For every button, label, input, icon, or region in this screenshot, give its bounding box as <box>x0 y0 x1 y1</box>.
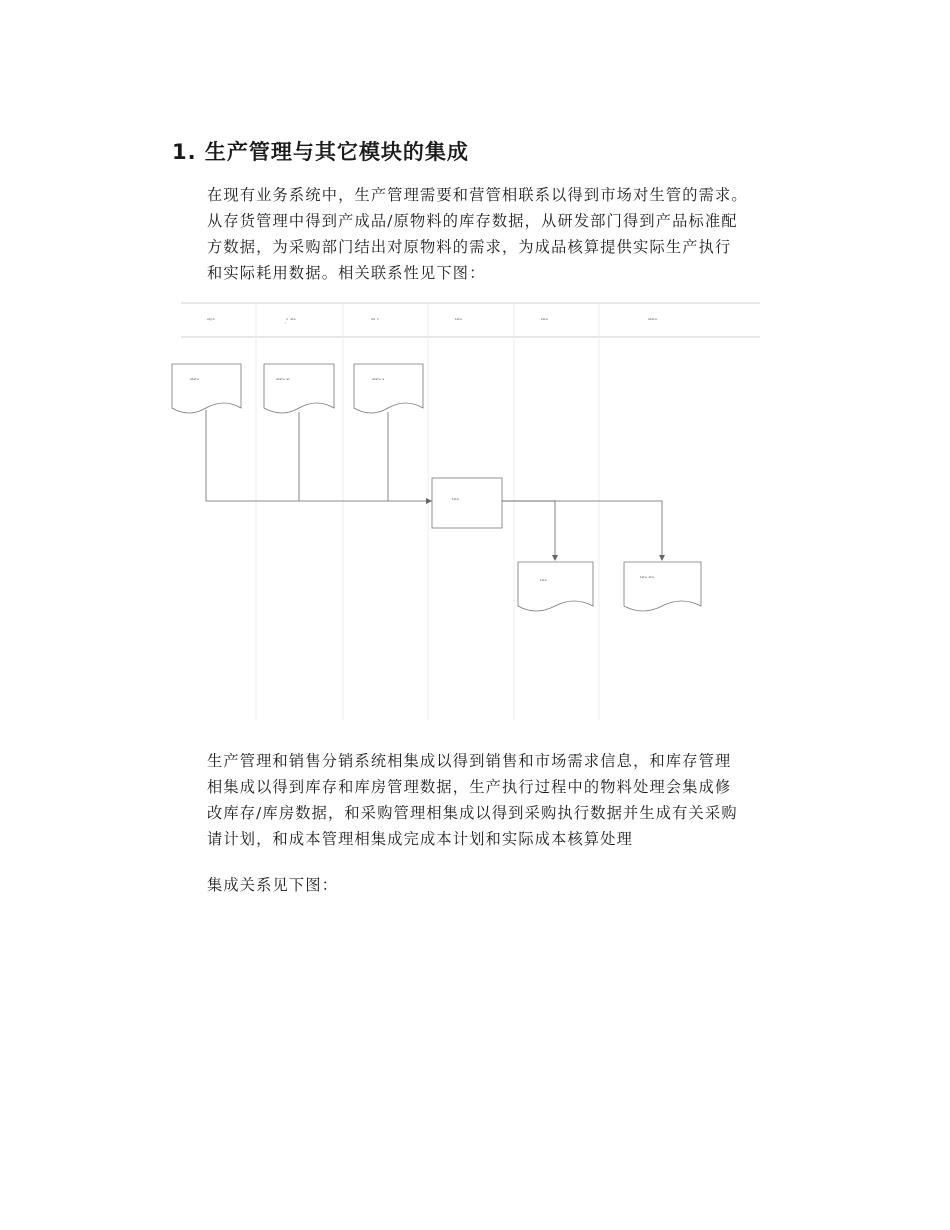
arrow-head <box>552 555 558 561</box>
lane-header: ᵃᵗᵃᵗᵃ <box>648 318 657 324</box>
paragraph-line: 在现有业务系统中，生产管理需要和营管相联系以得到市场对生管的需求。 <box>207 186 748 204</box>
node-label: ᵃᵗᵃᵗᵃ ᵃᵗ <box>276 378 290 384</box>
paragraph-line: 方数据，为采购部门结出对原物料的需求，为成品核算提供实际生产执行 <box>207 238 732 256</box>
paragraph-line: 集成关系见下图： <box>207 876 339 894</box>
document-node <box>518 562 593 611</box>
document-node <box>172 364 241 413</box>
lane-header: ˏᵏ ᵃᵗᵃ <box>284 318 296 324</box>
node-label: ᵗᵃᵗᵃ ᵃᵗᵃ <box>640 576 654 582</box>
paragraph-line: 和实际耗用数据。相关联系性见下图： <box>207 264 486 282</box>
integration-paragraph <box>207 748 847 852</box>
node-label: ᵃᵗᵃᵗᵃ <box>190 378 199 384</box>
paragraph-line: 相集成以得到库存和库房管理数据，生产执行过程中的物料处理会集成修 <box>207 778 732 796</box>
node-label: ᵗᵃᵗᵃ <box>452 498 459 504</box>
lane-header: ᵗᵃᵗᵃ <box>455 318 462 324</box>
node-label: ᵗᵃᵗᵃ <box>540 579 547 585</box>
document-node <box>624 562 701 611</box>
node-label: ᵃᵗᵃᵗᵃ ᵃ <box>372 378 385 384</box>
lane-header: ˡᵃᵗ ʰ <box>371 318 379 324</box>
figure-intro <box>207 872 847 898</box>
paragraph-line: 生产管理和销售分销系统相集成以得到销售和市场需求信息，和库存管理 <box>207 752 732 770</box>
lane-header: ᵉᵗᵖʰ <box>207 318 215 324</box>
document-node <box>264 364 334 413</box>
process-node <box>432 478 502 528</box>
document-node <box>354 364 423 413</box>
arrow-head <box>659 555 665 561</box>
lane-header: ᵗᵃᵗᵃ <box>541 318 548 324</box>
arrow-head <box>426 498 432 504</box>
section-heading: 1. 生产管理与其它模块的集成 <box>172 140 469 164</box>
paragraph-line: 请计划，和成本管理相集成完成本计划和实际成本核算处理 <box>207 830 634 848</box>
paragraph-line: 从存货管理中得到产成品/原物料的库存数据，从研发部门得到产品标准配 <box>207 212 738 230</box>
paragraph-line: 改库存/库房数据，和采购管理相集成以得到采购执行数据并生成有关采购 <box>207 804 738 822</box>
